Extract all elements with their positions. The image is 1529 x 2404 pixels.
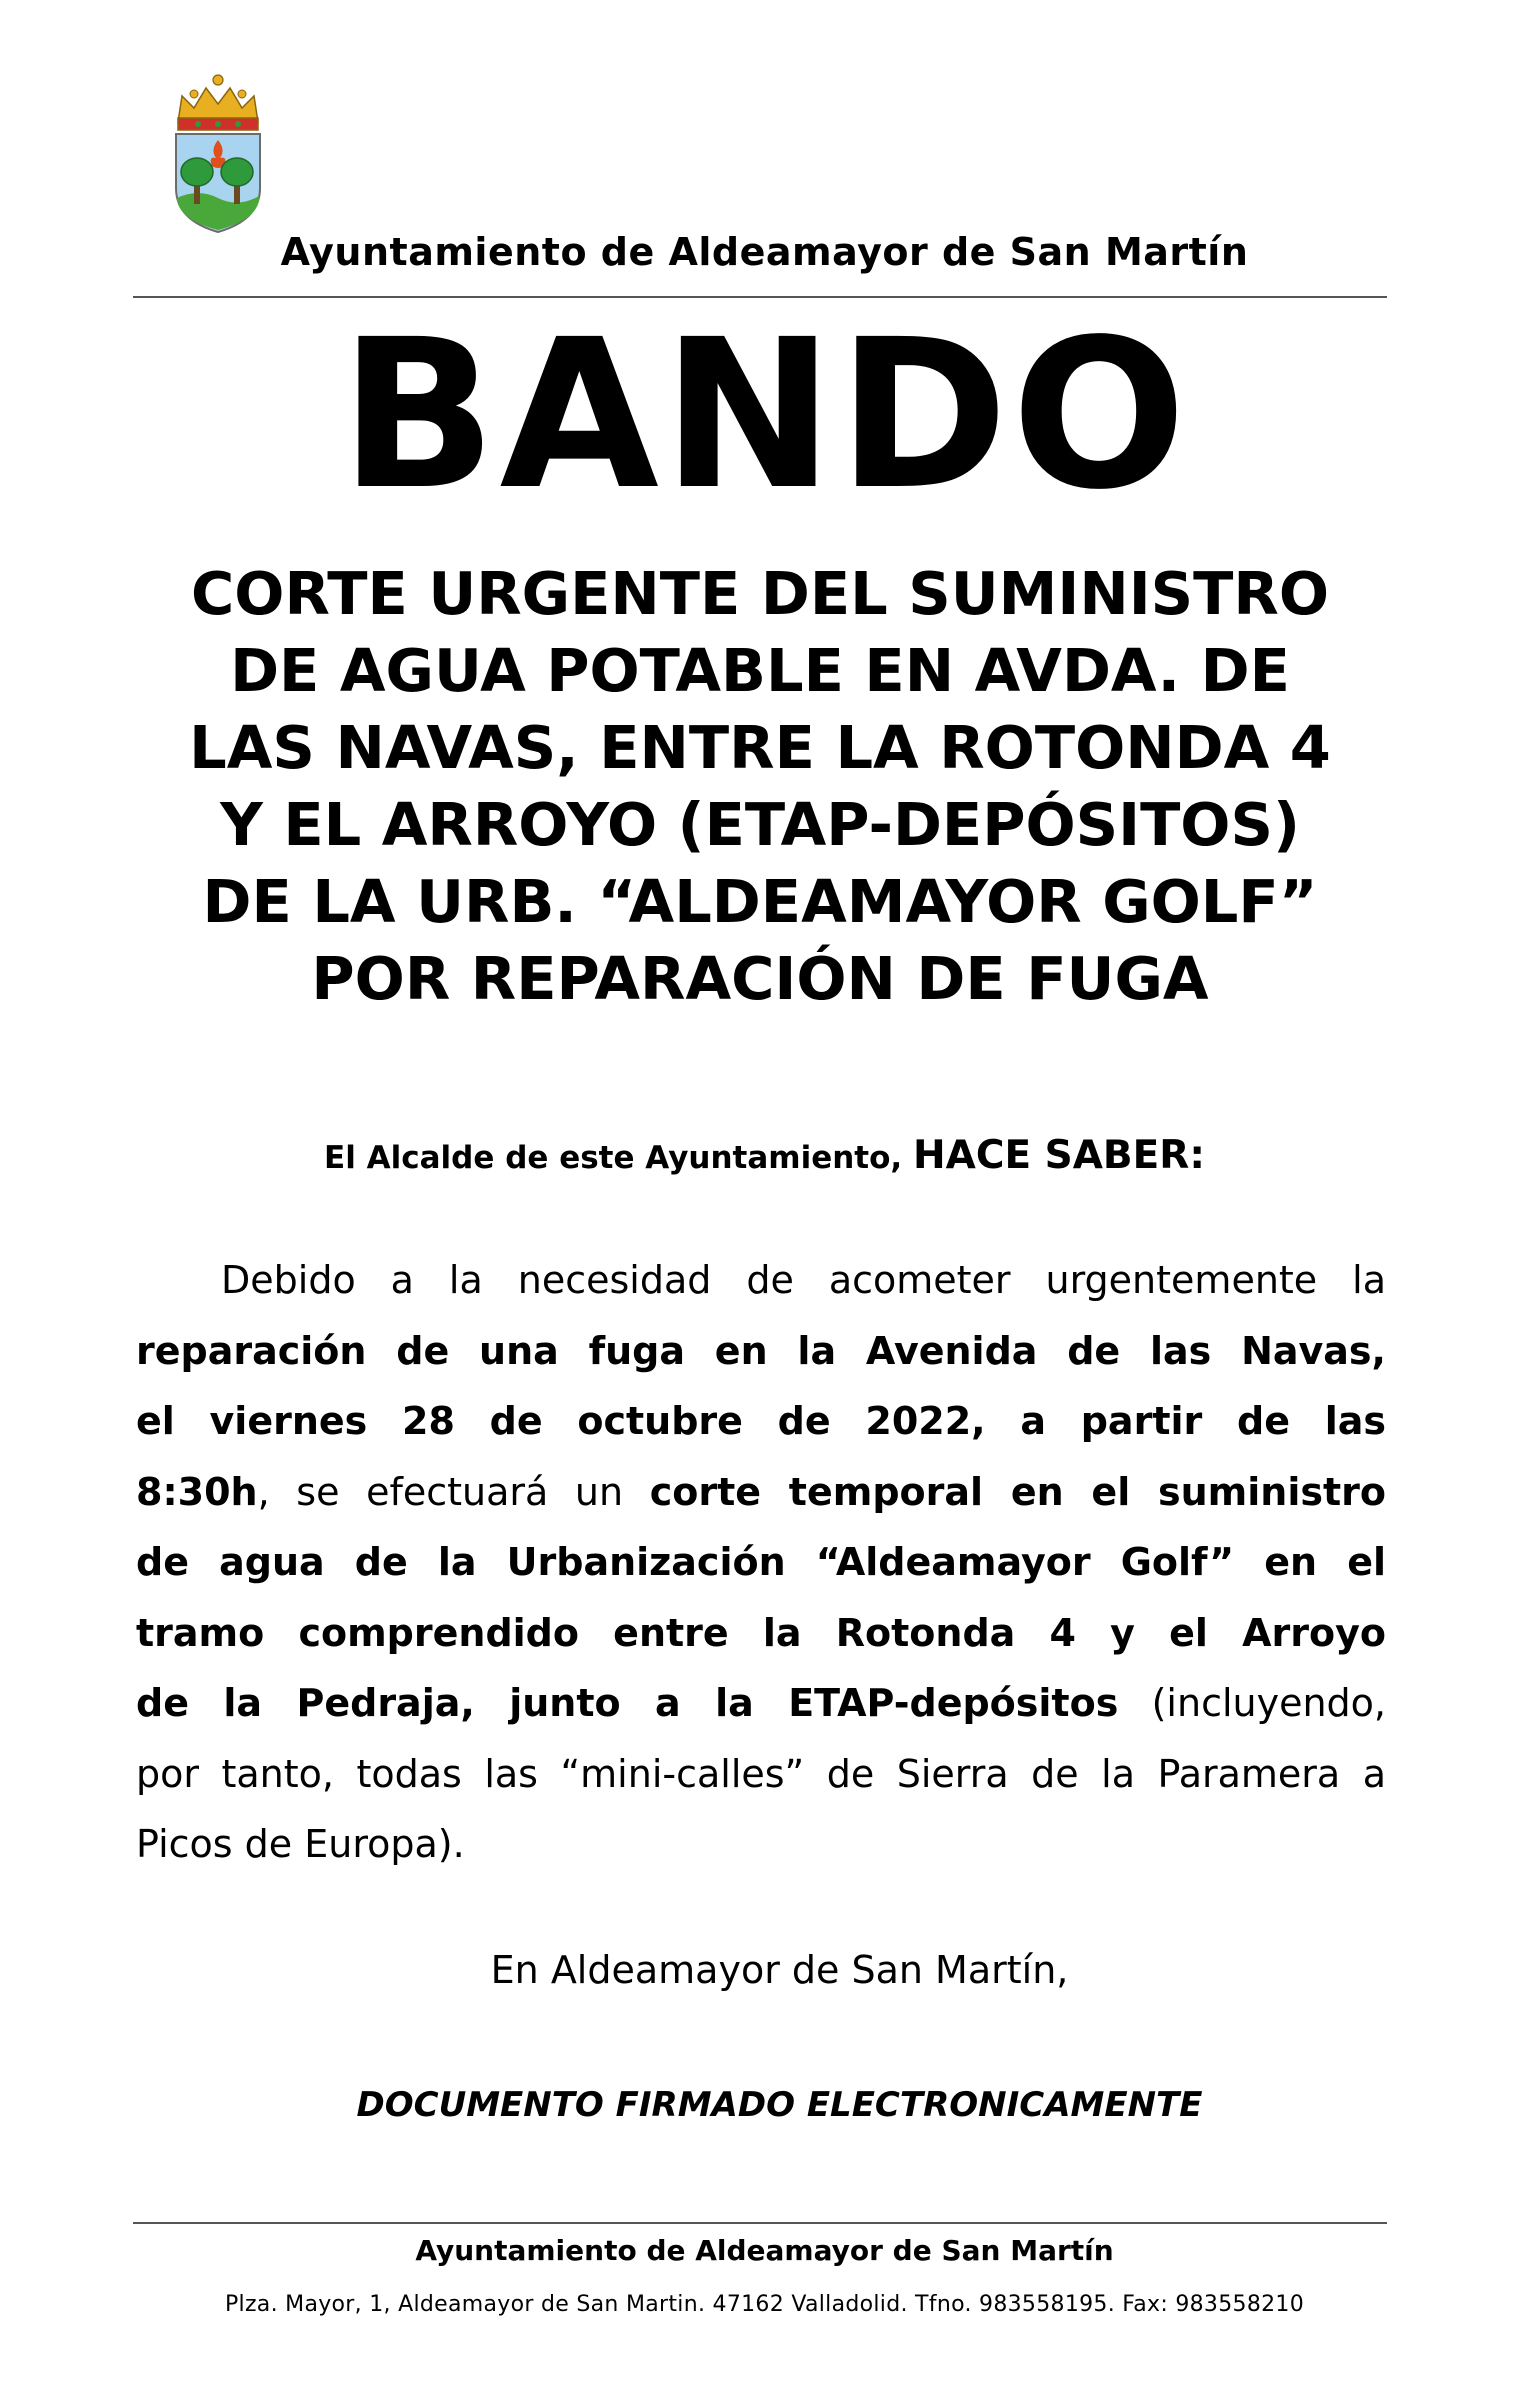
footer-address: Plza. Mayor, 1, Aldeamayor de San Martin. 47162 Valladolid. Tfno. 983558195. Fax: 983558210	[224, 2292, 1305, 2317]
place-line: En Aldeamayor de San Martín,	[490, 1948, 1069, 1992]
body-text: , se efectuará un	[257, 1469, 650, 1514]
body-line	[136, 1527, 1386, 1598]
subject-line: DE LA URB. “ALDEAMAYOR GOLF”	[202, 867, 1318, 936]
body-text: (incluyendo,	[1118, 1681, 1387, 1725]
header-organization: Ayuntamiento de Aldeamayor de San Martín	[280, 230, 1249, 274]
body-line	[136, 1386, 1386, 1457]
footer-divider	[133, 2222, 1387, 2224]
announcement-emphasis: HACE SABER:	[913, 1133, 1205, 1178]
body-line	[136, 1598, 1386, 1669]
municipal-coat-of-arms-icon	[168, 70, 268, 235]
body-bold-text: corte temporal en el suministro	[649, 1469, 1386, 1514]
body-bold-text: de agua de la Urbanización “Aldeamayor Golf” en el	[136, 1540, 1386, 1584]
subject-heading	[133, 555, 1387, 1017]
document-title: BANDO	[339, 295, 1190, 535]
subject-line: DE AGUA POTABLE EN AVDA. DE	[230, 636, 1290, 705]
body-line: por tanto, todas las “mini-calles” de Sierra de la Paramera a	[136, 1751, 1386, 1796]
subject-line: POR REPARACIÓN DE FUGA	[311, 944, 1209, 1013]
body-line: Debido a la necesidad de acometer urgentemente la	[221, 1258, 1386, 1302]
body-bold-text: de la Pedraja, junto a la ETAP-depósitos	[136, 1681, 1119, 1725]
announcement-lead: El Alcalde de este Ayuntamiento,	[324, 1140, 903, 1176]
subject-line: CORTE URGENTE DEL SUMINISTRO	[191, 559, 1329, 628]
body-bold-text: 8:30h	[136, 1469, 258, 1514]
body-bold-text: reparación de una fuga en la Avenida de las Navas,	[136, 1328, 1386, 1373]
signature-note: DOCUMENTO FIRMADO ELECTRONICAMENTE	[356, 2085, 1203, 2125]
subject-line: LAS NAVAS, ENTRE LA ROTONDA 4	[189, 713, 1331, 782]
body-line	[136, 1668, 1386, 1739]
body-bold-text: el viernes 28 de octubre de 2022, a partir de las	[136, 1399, 1386, 1443]
body-line	[136, 1457, 1386, 1528]
body-paragraph	[136, 1245, 1386, 1880]
subject-line: Y EL ARROYO (ETAP-DEPÓSITOS)	[220, 790, 1300, 859]
footer-organization: Ayuntamiento de Aldeamayor de San Martín	[415, 2234, 1114, 2267]
announcement-line	[0, 1133, 1529, 1178]
body-line: Picos de Europa).	[136, 1822, 465, 1866]
body-line	[136, 1316, 1386, 1387]
body-bold-text: tramo comprendido entre la Rotonda 4 y el Arroyo	[136, 1610, 1386, 1655]
